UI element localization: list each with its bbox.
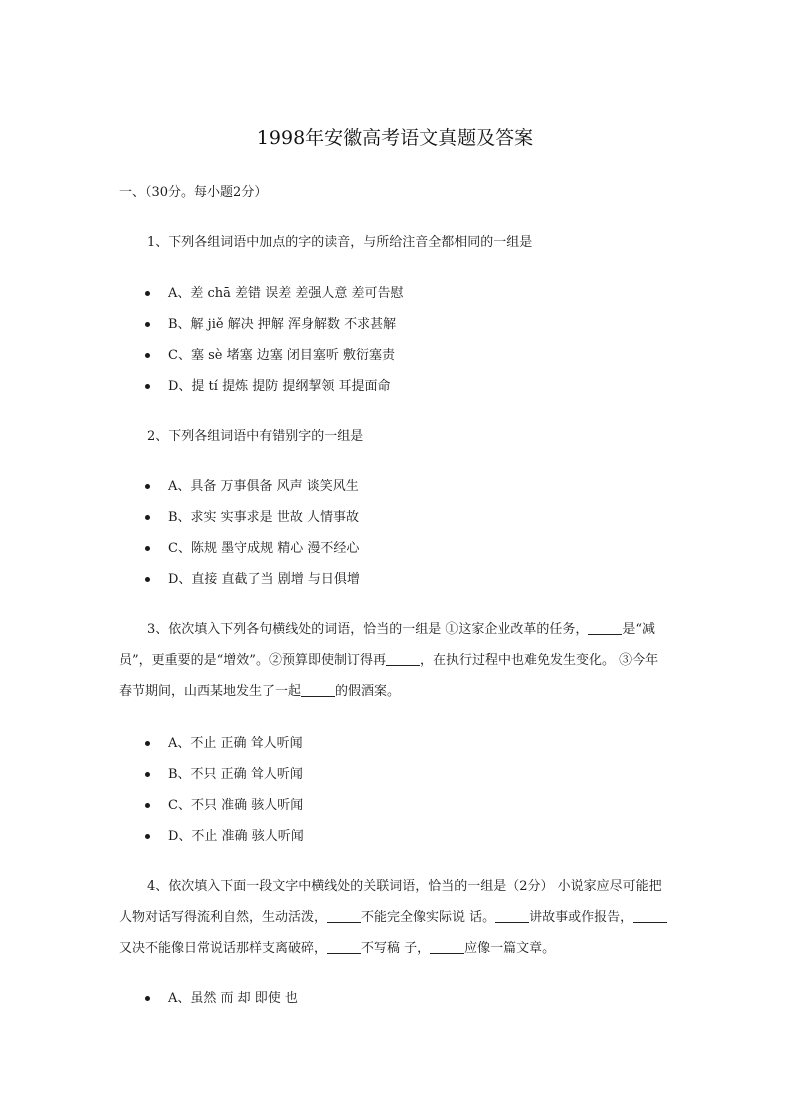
blank-line <box>301 682 335 697</box>
question-3-part: 的假酒案。 <box>335 684 401 699</box>
option-1d: D、提 tí 提炼 提防 提纲挈领 耳提面命 <box>145 371 403 402</box>
option-3c: C、不只 准确 骇人听闻 <box>145 790 304 821</box>
question-4-part: 又决不能像日常说话那样支离破碎， <box>119 941 328 956</box>
page-title: 1998年安徽高考语文真题及答案 <box>256 127 534 149</box>
option-2c: C、陈规 墨守成规 精心 漫不经心 <box>145 533 360 564</box>
question-3-options <box>145 728 304 852</box>
blank-line <box>495 908 529 923</box>
option-1c: C、塞 sè 堵塞 边塞 闭目塞听 敷衍塞责 <box>145 340 403 371</box>
question-4-part: 不写稿 子， <box>361 941 431 956</box>
question-3-part: 3、依次填入下列各句横线处的词语，恰当的一组是 ①这家企业改革的任务， <box>147 622 589 637</box>
question-1: 1、下列各组词语中加点的字的读音，与所给注音全都相同的一组是 <box>147 235 533 250</box>
question-4 <box>119 871 671 964</box>
blank-line <box>430 939 464 954</box>
blank-line <box>327 939 361 954</box>
option-1a: A、差 chā 差错 误差 差强人意 差可告慰 <box>145 278 403 309</box>
question-3 <box>119 614 671 707</box>
question-4-part: 4、依次填入下面一段文字中横线处的关联词语，恰当的一组是（2分） 小说家应尽可能把人物对话写得流利自然，生动活泼， <box>119 879 662 925</box>
option-3a: A、不止 正确 耸人听闻 <box>145 728 304 759</box>
option-3b: B、不只 正确 耸人听闻 <box>145 759 304 790</box>
blank-line <box>327 908 361 923</box>
option-3d: D、不止 准确 骇人听闻 <box>145 821 304 852</box>
option-1b: B、解 jiě 解决 押解 浑身解数 不求甚解 <box>145 309 403 340</box>
question-1-options <box>145 278 403 402</box>
blank-line <box>588 620 622 635</box>
option-2a: A、具备 万事俱备 风声 谈笑风生 <box>145 471 360 502</box>
question-4-part: 应像一篇文章。 <box>464 941 556 956</box>
blank-line <box>386 651 420 666</box>
question-4-part: 不能完全像实际说 话。 <box>361 910 496 925</box>
blank-line <box>633 908 667 923</box>
question-2-options <box>145 471 360 595</box>
question-4-options <box>145 983 298 1014</box>
question-4-part: 讲故事或作报告， <box>529 910 634 925</box>
option-4a: A、虽然 而 却 即使 也 <box>145 983 298 1014</box>
question-2: 2、下列各组词语中有错别字的一组是 <box>147 429 364 444</box>
question-3-part: 是“减员”，更重要的是“增效”。②预算即使制订得再 <box>119 622 656 668</box>
question-3-part: ，在执行过程中也难免发生变化。 ③今年春节期间，山西某地发生了一起 <box>119 653 659 699</box>
option-2b: B、求实 实事求是 世故 人情事故 <box>145 502 360 533</box>
section-heading: 一、（30分。每小题2分） <box>119 185 268 200</box>
option-2d: D、直接 直截了当 剧增 与日俱增 <box>145 564 360 595</box>
